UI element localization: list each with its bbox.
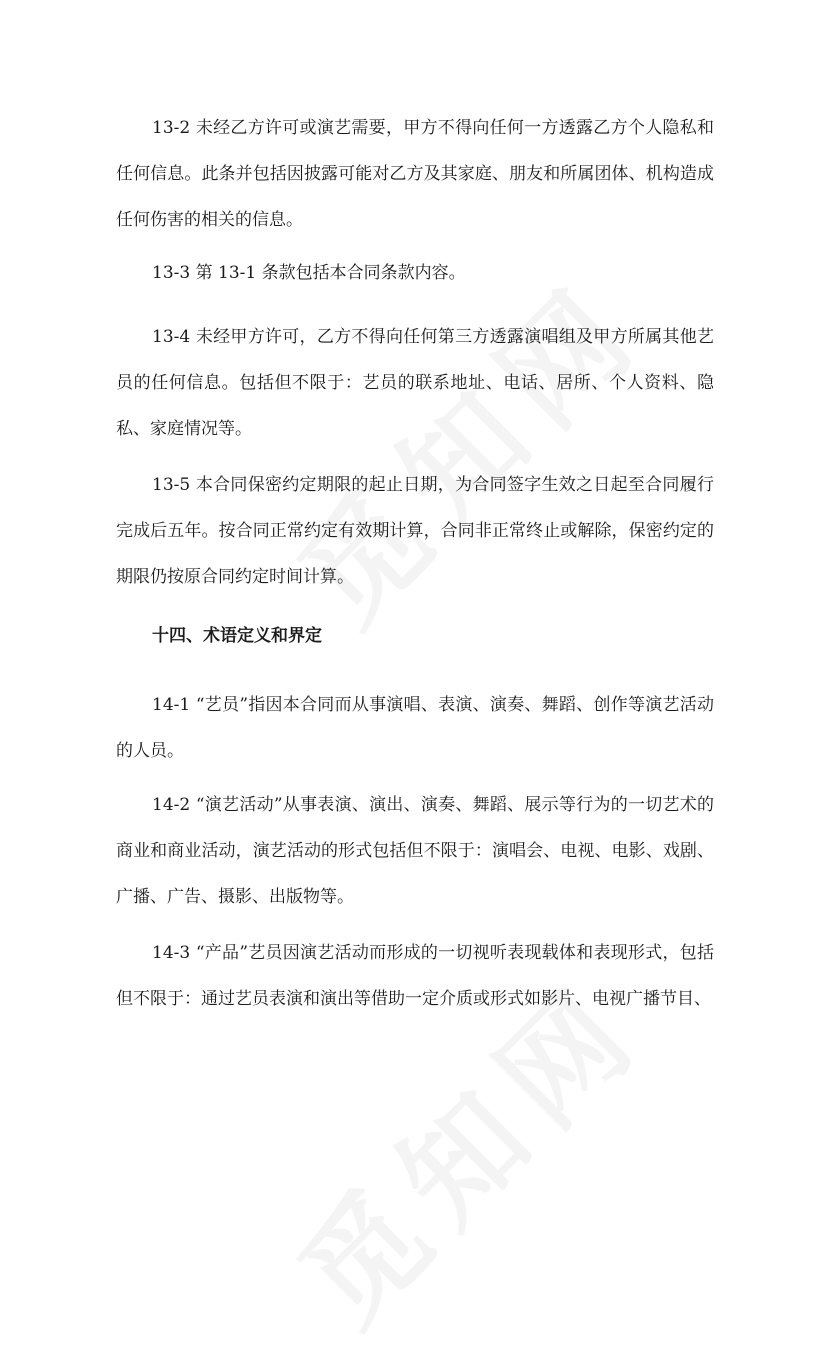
clause-13-2: 13-2 未经乙方许可或演艺需要，甲方不得向任何一方透露乙方个人隐私和任何信息。此条并包括因披露可能对乙方及其家庭、朋友和所属团体、机构造成任何伤害的相关的信息。	[116, 118, 714, 230]
clause-14-1: 14-1 “艺员”指因本合同而从事演唱、表演、演奏、舞蹈、创作等演艺活动的人员。	[116, 695, 714, 761]
clause-14-2: 14-2 “演艺活动”从事表演、演出、演奏、舞蹈、展示等行为的一切艺术的商业和商业活动，演艺活动的形式包括但不限于：演唱会、电视、电影、戏剧、广播、广告、摄影、出版物等。	[116, 795, 714, 907]
clause-13-4: 13-4 未经甲方许可，乙方不得向任何第三方透露演唱组及甲方所属其他艺员的任何信息。包括但不限于：艺员的联系地址、电话、居所、个人资料、隐私、家庭情况等。	[116, 327, 714, 439]
clause-13-5: 13-5 本合同保密约定期限的起止日期，为合同签字生效之日起至合同履行完成后五年。按合同正常约定有效期计算，合同非正常终止或解除，保密约定的期限仍按原合同约定时间计算。	[116, 475, 714, 587]
clause-13-3: 13-3 第 13-1 条款包括本合同条款内容。	[152, 263, 466, 283]
clause-14-3: 14-3 “产品”艺员因演艺活动而形成的一切视听表现载体和表现形式，包括但不限于：通过艺员表演和演出等借助一定介质或形式如影片、电视广播节目、	[116, 943, 714, 1009]
section-heading: 十四、术语定义和界定	[152, 626, 322, 646]
